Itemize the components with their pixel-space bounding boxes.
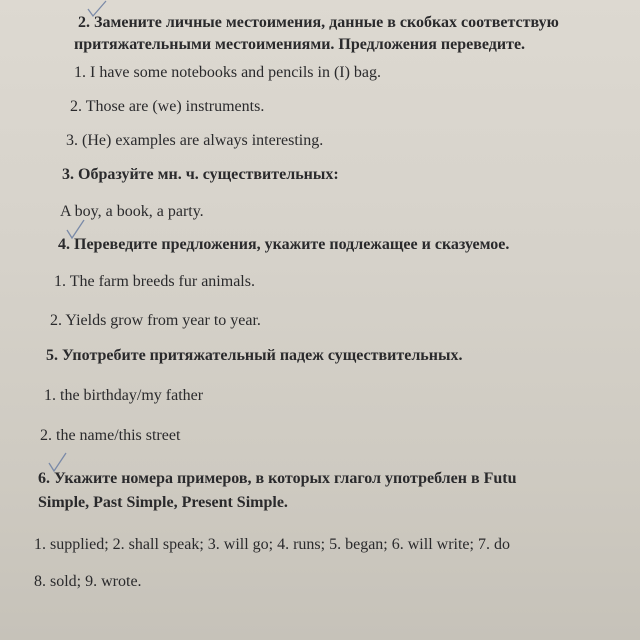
task-2-item-2: 2. Those are (we) instruments. [70, 98, 265, 115]
task-4-item-1: 1. The farm breeds fur animals. [54, 273, 255, 290]
task-3-text: A boy, a book, a party. [60, 203, 204, 220]
task-4-heading: 4. Переведите предложения, укажите подлежащее и сказуемое. [58, 236, 510, 253]
task-5-item-2: 2. the name/this street [40, 427, 181, 444]
task-6-options-line-1: 1. supplied; 2. shall speak; 3. will go; 4. runs; 5. began; 6. will write; 7. do [34, 536, 510, 553]
task-4-item-2: 2. Yields grow from year to year. [50, 312, 261, 329]
task-6-heading-line-2: Simple, Past Simple, Present Simple. [38, 494, 288, 511]
task-2-item-3: 3. (He) examples are always interesting. [66, 132, 324, 149]
task-5-item-1: 1. the birthday/my father [44, 387, 204, 404]
task-2-heading-line-2: притяжательными местоимениями. Предложения переведите. [74, 36, 526, 53]
task-6-heading-line-1: 6. Укажите номера примеров, в которых глагол употреблен в Futu [38, 470, 517, 487]
task-5-heading: 5. Употребите притяжательный падеж существительных. [46, 347, 463, 364]
task-3-heading: 3. Образуйте мн. ч. существительных: [62, 166, 339, 183]
task-2-item-1: 1. I have some notebooks and pencils in (I) bag. [74, 64, 382, 81]
task-6-options-line-2: 8. sold; 9. wrote. [34, 573, 142, 590]
task-2-heading-line-1: 2. Замените личные местоимения, данные в скобках соответствую [78, 14, 559, 31]
